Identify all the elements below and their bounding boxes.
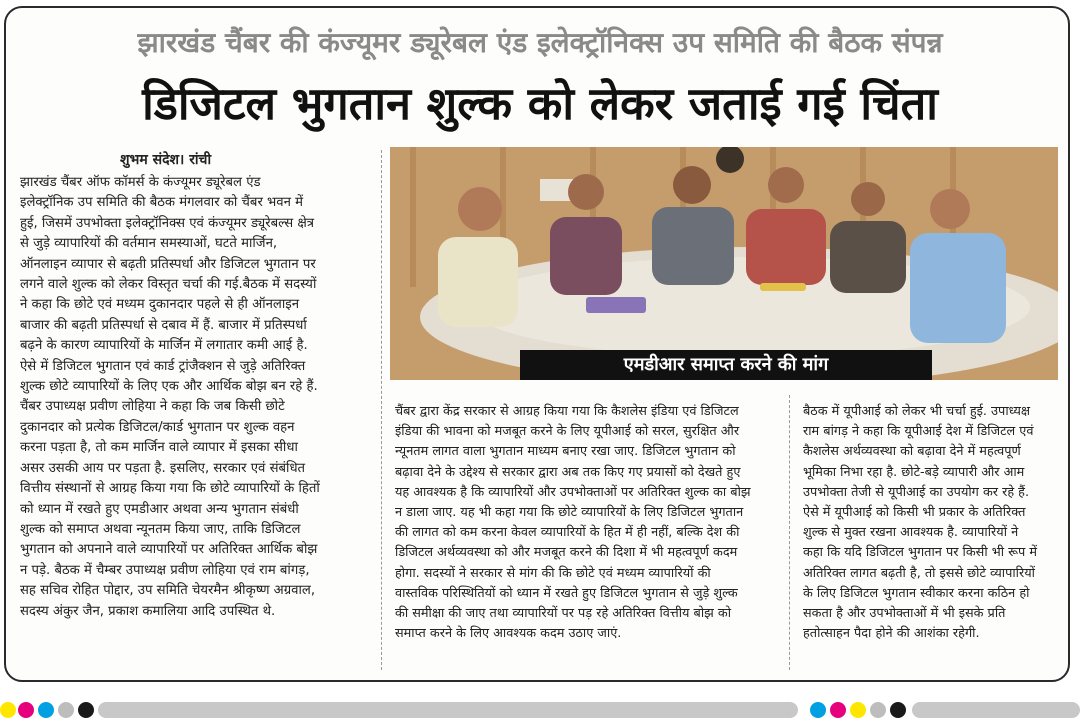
text-line: शुल्क से मुक्त रखना आवश्यक है. व्यापारियों ने — [803, 525, 1019, 541]
text-line: की लागत को कम करना केवल व्यापारियों के हित में ही नहीं, बल्कि देश की — [395, 525, 740, 541]
text-line: सकता है और उपभोक्ताओं में भी इसके प्रति — [803, 606, 1006, 622]
registration-dot — [38, 702, 54, 718]
text-line: चैंबर द्वारा केंद्र सरकार से आग्रह किया गया कि कैशलेस इंडिया एवं डिजिटल — [395, 404, 739, 419]
text-line: बढ़ावा देने के उद्देश्य से सरकार द्वारा अब तक किए गए प्रयासों को देखते हुए — [395, 464, 741, 480]
text-line: शुल्क को समाप्त अथवा न्यूनतम किया जाए, ताकि डिजिटल — [20, 521, 301, 537]
registration-dot — [78, 702, 94, 718]
text-line: से जुड़े व्यापारियों की वर्तमान समस्याओं, घटते मार्जिन, — [20, 236, 278, 252]
text-line: इलेक्ट्रॉनिक उप समिति की बैठक मंगलवार को चैंबर भवन में — [20, 195, 304, 211]
text-line: ऐसे में डिजिटल भुगतान एवं कार्ड ट्रांजैक्शन से जुड़े अतिरिक्त — [20, 358, 306, 374]
text-line: दुकानदार को प्रत्येक डिजिटल/कार्ड भुगतान पर शुल्क वहन — [20, 419, 295, 435]
column-divider — [789, 395, 790, 670]
registration-dot — [0, 702, 16, 718]
text-line: वास्तविक परिस्थितियों को ध्यान में रखते हुए डिजिटल भुगतान से जुड़े शुल्क — [395, 585, 738, 601]
text-line: उपभोक्ता तेजी से यूपीआई का उपयोग कर रहे हैं. — [803, 484, 1030, 500]
byline: शुभम संदेश। रांची — [120, 152, 212, 168]
text-line: को ध्यान में रखते हुए एमडीआर अथवा अन्य भुगतान संबंधी — [20, 501, 299, 517]
text-line: कैशलेस अर्थव्यवस्था को बढ़ावा देने में महत्वपूर्ण — [803, 444, 1021, 460]
text-line: राम बांगड़ ने कहा कि यूपीआई देश में डिजिटल एवं — [803, 424, 1034, 440]
text-line: बाजार की बढ़ती प्रतिस्पर्धा से दबाव में हैं. बाजार में प्रतिस्पर्धा — [20, 317, 307, 333]
registration-bar — [912, 702, 1080, 718]
text-line: अतिरिक्त लागत बढ़ती है, तो इससे छोटे व्यापारियों — [803, 565, 1035, 581]
text-line: सह सचिव रोहित पोद्दार, उप समिति चेयरमैन श्रीकृष्ण अग्रवाल, — [20, 583, 316, 599]
text-line: बैठक में यूपीआई को लेकर भी चर्चा हुई. उपाध्यक्ष — [803, 404, 1031, 419]
text-line: डिजिटल अर्थव्यवस्था को और मजबूत करने की दिशा में भी महत्वपूर्ण कदम — [395, 545, 738, 561]
text-line: ने कहा कि छोटे एवं मध्यम दुकानदार पहले से ही ऑनलाइन — [20, 297, 300, 313]
text-line: बढ़ने के कारण व्यापारियों के मार्जिन में लगातार कमी आई है. — [20, 338, 308, 354]
text-line: भुगतान को अपनाने वाले व्यापारियों पर अतिरिक्त आर्थिक बोझ — [20, 542, 318, 558]
registration-dot — [890, 702, 906, 718]
text-line: यह आवश्यक है कि व्यापारियों और उपभोक्ताओं पर अतिरिक्त शुल्क का बोझ — [395, 484, 751, 500]
text-line: की समीक्षा की जाए तथा व्यापारियों पर पड़ रहे अतिरिक्त वित्तीय बोझ को — [395, 606, 732, 622]
text-line: शुल्क छोटे व्यापारियों के लिए एक और आर्थिक बोझ बन रहे हैं. — [20, 379, 318, 395]
text-line: हुई, जिसमें उपभोक्ता इलेक्ट्रॉनिक्स एवं कंज्यूमर ड्यूरेबल्स क्षेत्र — [20, 215, 315, 231]
text-line: न पड़े. बैठक में चैम्बर उपाध्यक्ष प्रवीण लोहिया एवं राम बांगड़, — [20, 562, 310, 578]
kicker-heading: झारखंड चैंबर की कंज्यूमर ड्यूरेबल एंड इलेक्ट्रॉनिक्स उप समिति की बैठक संपन्न — [137, 26, 943, 59]
meeting-photo-illustration — [390, 147, 1058, 380]
text-line: के लिए डिजिटल भुगतान स्वीकार करना कठिन हो — [803, 585, 1030, 601]
text-line: न डाला जाए. यह भी कहा गया कि छोटे व्यापारियों के लिए डिजिटल भुगतान — [395, 505, 744, 521]
text-line: भूमिका निभा रहा है. छोटे-बड़े व्यापारी और आम — [803, 464, 1025, 480]
text-line: चैंबर उपाध्यक्ष प्रवीण लोहिया ने कहा कि जब किसी छोटे — [20, 399, 285, 415]
text-line: असर उसकी आय पर पड़ता है. इसलिए, सरकार एवं संबंधित — [20, 460, 306, 476]
meeting-photo — [390, 147, 1058, 380]
text-line: लगने वाले शुल्क को लेकर विस्तृत चर्चा की गई.बैठक में सदस्यों — [20, 277, 317, 293]
text-line: समाप्त करने के लिए आवश्यक कदम उठाए जाएं. — [395, 626, 622, 642]
registration-bar — [98, 702, 798, 718]
registration-dot — [850, 702, 866, 718]
registration-dot — [18, 702, 34, 718]
registration-dot — [810, 702, 826, 718]
article-column-1 — [20, 173, 365, 622]
text-line: ऐसे में यूपीआई को किसी भी प्रकार के अतिरिक्त — [803, 505, 1026, 521]
text-line: न्यूनतम लागत वाला भुगतान माध्यम बनाए रखा जाए. डिजिटल भुगतान को — [395, 444, 736, 460]
text-line: होगा. सदस्यों ने सरकार से मांग की कि छोटे एवं मध्यम व्यापारियों की — [395, 565, 711, 581]
column-divider — [381, 150, 382, 670]
text-line: झारखंड चैंबर ऑफ कॉमर्स के कंज्यूमर ड्यूरेबल एंड — [20, 175, 261, 190]
article-column-2 — [395, 402, 770, 644]
text-line: सदस्य अंकुर जैन, प्रकाश कमालिया आदि उपस्थित थे. — [20, 603, 276, 619]
text-line: वित्तीय संस्थानों से आग्रह किया गया कि छोटे व्यापारियों के हितों — [20, 481, 320, 497]
article-column-3 — [803, 402, 1058, 644]
registration-dot — [58, 702, 74, 718]
text-line: इंडिया की भावना को मजबूत करने के लिए यूपीआई को सरल, सुरक्षित और — [395, 424, 740, 440]
registration-dot — [830, 702, 846, 718]
text-line: ऑनलाइन व्यापार से बढ़ती प्रतिस्पर्धा और डिजिटल भुगतान पर — [20, 256, 316, 272]
text-line: हतोत्साहन पैदा होने की आशंका रहेगी. — [803, 626, 980, 642]
registration-dot — [870, 702, 886, 718]
text-line: कहा कि यदि डिजिटल भुगतान पर किसी भी रूप में — [803, 545, 1038, 561]
text-line: करना पड़ता है, तो कम मार्जिन वाले व्यापार में इसका सीधा — [20, 440, 298, 456]
headline: डिजिटल भुगतान शुल्क को लेकर जताई गई चिंता — [142, 77, 938, 130]
photo-caption: एमडीआर समाप्त करने की मांग — [520, 350, 932, 380]
